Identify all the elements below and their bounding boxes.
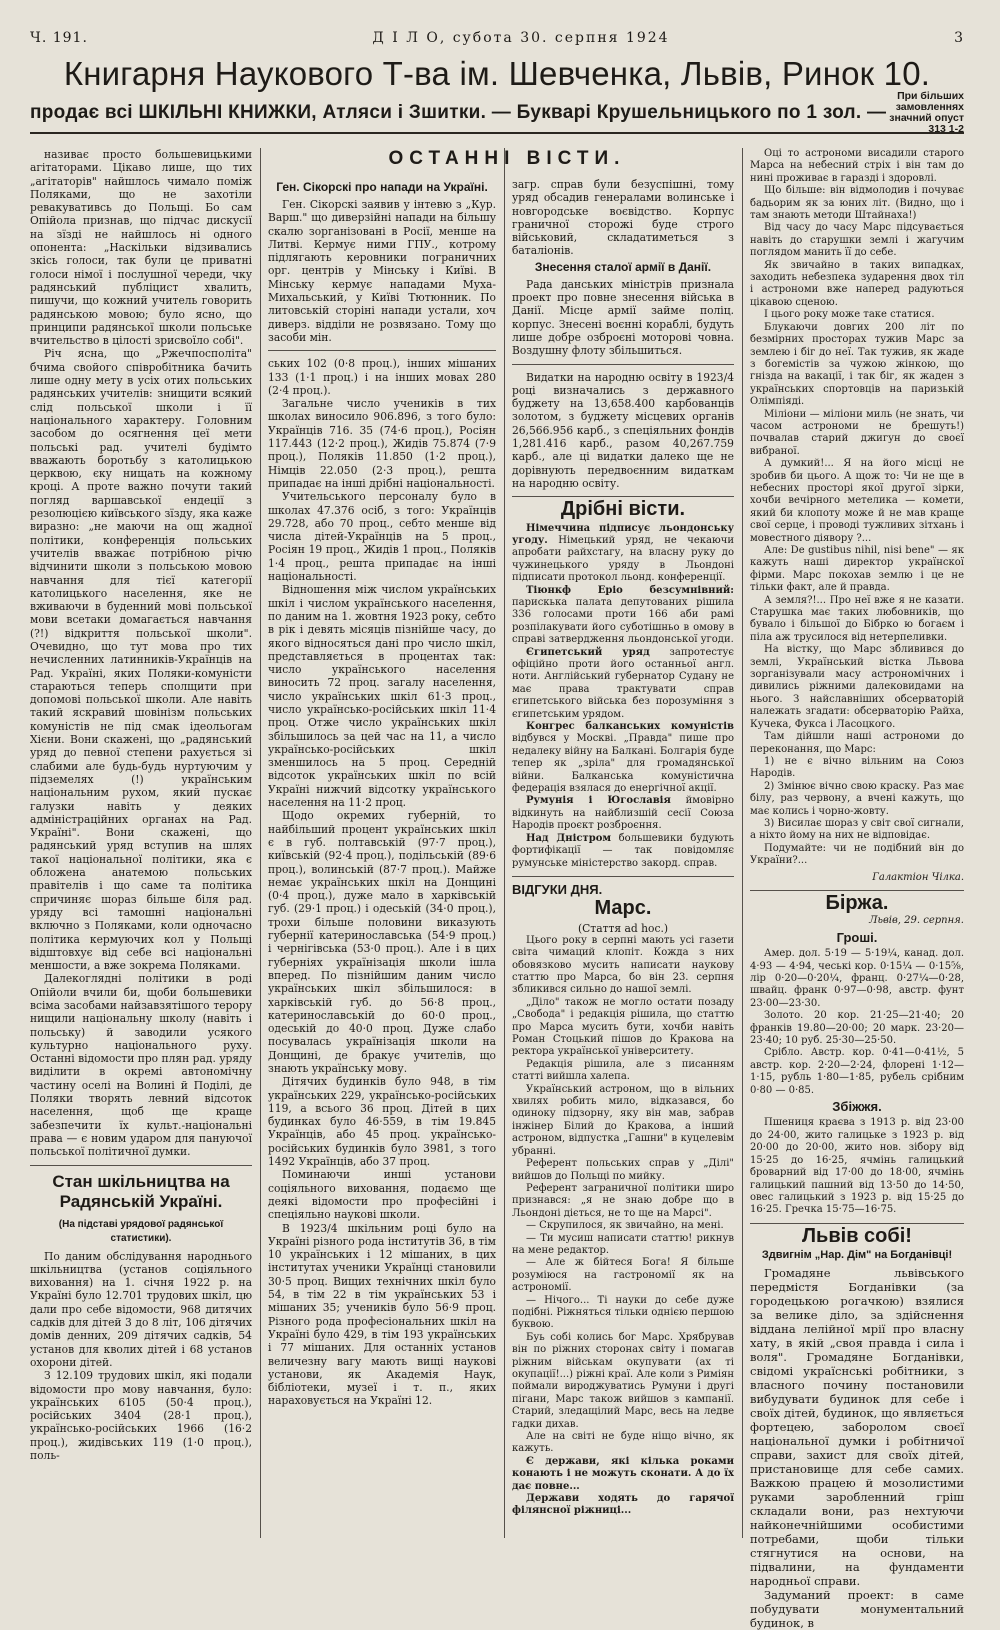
article-text: Що більше: він відмолодив і почуває бадьорим як за юних літ. (Видно, що і там знають методи Штайнаха!): [750, 185, 964, 222]
column-rule: [260, 148, 261, 1538]
article-text: Редакція рішила, але з писанням статті вийшла халепа.: [512, 1058, 734, 1083]
column-4: [750, 148, 964, 1630]
article-text: 2) Змінює вічно свою краску. Раз має білу, раз червону, а вчені кажуть, що має колись і чорно-жовту.: [750, 780, 964, 817]
article-text: Відношення між числом українських шкіл і числом українського населення, по даним на 1. жовтня 1923 року, себто в рік і девять місяців пізнійше часу, до якого відносяться дані про число шкіл, представляється в процентах так: число українського населення виносить 72 проц. загалу населення, число українських шкіл 61·3 проц., число українсько-російських шкіл 11·4 проц. Отже число українських шкіл збільшилось за цей час на 11, а число українсько-російських шкіл зменшилось на 5 проц. Середній відсоток українських шкіл по всій Україні нижчий відсотку українського населення на 11·2 проц.: [268, 583, 496, 810]
article-text: Далекоглядні політики в роді Опійоли вчили би, щоби большевики всіма засобами найзавзятішого терору нищили національну школу (навіть і польську) й заводили усякого культурно національного руху. Останні відомости про плян рад. уряду виділити в окремі автономічну частину оселі на Волині й Поділі, де Поляки творять левний відсоток населення, щоб ще краще забезпечити їх культ.-національні права — є новим ударом для пануючої польської політичної думки.: [30, 972, 253, 1159]
article-subheadline: (На підставі урядової радянської статистики).: [58, 1218, 224, 1244]
article-text: Але на світі не буде ніщо вічно, як кажуть.: [512, 1431, 734, 1455]
article-text: Ген. Сікорскі заявив у інтевю з „Кур. Варш." що диверзійні напади на більшу скалю зорганізовані в Росії, менше на Литві. Кермує ними ГПУ., котрому підлягають керовники пограничних орг. центрів у Мінську і Київі. В Мінську кермує нападами Муха-Михальський, у Київі Тютюнник. По литовській сторіні напади устали, хоч диверз. відділи не розвязано. Тому що засоби мін.: [268, 198, 496, 344]
dateline: Львів, 29. серпня.: [869, 915, 964, 927]
divider: [268, 350, 496, 351]
issue-number: Ч. 191.: [30, 30, 88, 46]
column-3: [512, 148, 734, 1538]
article-text: — Скрупилося, як звичайно, на мені.: [526, 1220, 724, 1232]
brief-text: большевики будують фортифікації — так повідомляє румунське міністерство закорд. справ.: [512, 832, 735, 869]
article-text: Є держави, які кілька роками конають і не можуть сконати. А до їх дає повне...: [512, 1455, 734, 1492]
article-text: І цього року може таке статися.: [764, 309, 935, 321]
article-text: А думкий!... Я на його місці не зробив би цього. А щож то: Чи не ще в небесних просторі якої другої зірки, хочби вечірного метелика — комети, який би клопоту може й не мав краще свої серце, і проводі тужливих зітхань і мовестного діявору ?...: [750, 458, 964, 544]
article-text: ських 102 (0·8 проц.), інших мішаних 133 (1·1 проц.) і на інших мовах 280 (2·4 проц.).: [268, 357, 496, 397]
article-text: Учительського персоналу було в школах 47.376 осіб, з того: Українців 29.728, або 70 проц., себто менше від числа дітей-Українців на 5 проц., Росіян 19 проц., Жидів 1 проц., Поляків 1·4 проц., решта припадає на інші національності.: [268, 490, 496, 584]
brief-title: Єгипетський уряд: [526, 646, 650, 658]
article-headline: Марс.: [594, 897, 652, 920]
article-text: Цього року в серпні мають усі газети світа чимаций клопіт. Кожда з них обовязково мусить написати наукову статтю про Марса, бо він 23. серпня збликився сильно до нашої землі.: [512, 934, 734, 996]
article-text: В 1923/4 шкільним році було на Україні різного рода інститутів 36, в тім 10 українських і 12 мішаних, в цих інститутах ученики Українці становили 30·5 проц. Вищих технічних шкіл було 54, в тім 22 в тім українських 53 і мішаних 35; учеників було 56·9 проц. Різного рода професіональних шкіл на Україні було 429, в тім 193 українських і 77 мішаних. Для останніх установ величезну вагу мають вищі наукові установи, як Академія Наук, бібліотеки, музеї і т. п., яких нараховується на Україні 12.: [268, 1221, 496, 1408]
article-text: Там дійшли наші астрономи до переконання, що Марс:: [750, 731, 964, 755]
article-text: Поминаючи инші установи соціяльного виховання, подаємо ще деякі відомости про професійні і спеціяльно наукові школи.: [268, 1168, 496, 1222]
article-text: Подумайте: чи не подібний він до України?...: [750, 842, 964, 867]
divider: [750, 1223, 964, 1224]
author-signature: Галактіон Чілка.: [872, 871, 964, 883]
article-text: Від часу до часу Марс підсувається навіть до старушки землі і жагучим поглядом манить її до себе.: [750, 222, 964, 259]
article-text: По даним обслідування народнього шкільництва (установ соціяльного виховання) на 1. січня 1922 р. на Україні було 12.701 трудових шкіл, цю дали про себе відомости, 968 дитячих садків для дітей 3 до 8 літ, 106 дітячих домів денних, 209 дітячих садків, 54 установ для кволих дітей і 68 установ охорони дітей.: [30, 1249, 252, 1369]
brief-title: Конгрес балканських комуністів: [526, 721, 734, 733]
market-text: Срібло. Австр. кор. 0·41—0·41½, 5 австр. кор. 2·20—2·24, флорені 1·12—1·15, рубль 1·80—1·85, рубель срібним 0·80 — 0·85.: [750, 1047, 964, 1096]
article-text: Референт заграничної політики широ признався: „я не знаю добре що в Льондоні діється, не то ще на Марсі".: [512, 1182, 734, 1219]
article-text: Блукаючи довгих 200 літ по безмірних просторах тужив Марс за землею і біг до неї. Так тужив, як жаде з богемістів за чужою жінкою, що гнізда на вакації, і так біг, як жаден з українських спортовців на паризькій Олімпіяді.: [750, 321, 964, 408]
article-text: А земля?!... Про неї вже я не казати. Старушка має таких любовників, що бувало і більшої до Бібрко ю богаєм і піла аж трусилося від нетерпеливки.: [750, 594, 964, 643]
section-headline: ОСТАННІ ВІСТИ.: [388, 148, 626, 169]
article-text: З 12.109 трудових шкіл, які подали відомости про мову навчання, було: українських 6105 (50·4 проц.), російських 3404 (28·1 проц.), українсько-російських 1966 (16·2 проц.), жидівських 119 (1·0 проц.), поль-: [30, 1369, 252, 1463]
article-text: Міліони — міліони миль (не знать, чи часом астрономи не брешуть!) почвалав старий джигун до своєї вибраної.: [750, 408, 964, 457]
article-text: Оці то астрономи висадили старого Марса на небесний стріх і він там до нині проживає в гаразді і здоровлі.: [750, 148, 964, 184]
article-headline: Львів собі!: [802, 1224, 912, 1247]
brief-title: Румунія і Югославія: [526, 795, 671, 807]
article-subheadline: Здвигнім „Нар. Дім" на Богданівці!: [761, 1249, 953, 1262]
article-text: називає просто большевицькими агітаторами. Цікаво лише, що тих „агітаторів" найшлось чимало поміж Поляками, що не захотіли ревакувативсь до Польщі. Бо сам Опійола признав, що підчас дискусії на зїзді не найшлось ні одного опонента: „Наскільки відзивались зкісь голоси, так були це приватні голоси німої і послушної череди, чку радянський публіцист хвалить, пишучи, що кожний учитель говорить радянською мовою; було ясно, що принципи радянської школи польське вчительство в цілості зрисвоїло собі".: [30, 148, 252, 348]
banner-subtitle-row: [30, 90, 964, 135]
news-headline: Ген. Сікорскі про напади на Україні.: [276, 180, 488, 194]
divider: [512, 876, 734, 877]
article-headline: Стан шкільництва на Радянській Україні.: [52, 1171, 230, 1211]
article-text: Український астроном, що в вільних хвилях робить мило, відказався, бо одиноку підзорну, яку він мав, забрав інжінер Білий до Кракова, а інший астроном, відпустка „Гашни" в куцелевім убранні.: [512, 1083, 734, 1157]
market-text: Амер. дол. 5·19 — 5·19¼, канад. дол. 4·93 — 4·94, чеські кор. 0·15¼ — 0·15⅝, лір 0·20—0·20¼, франц. 0·27¼—0·28, швайц. франк 0·97—0·98, австр. фунт 23·00—23·30.: [750, 948, 964, 1009]
article-text: 1) не є вічно вільним на Союз Народів.: [750, 755, 964, 780]
brief-title: Тіюнкф Еріо безсумнівний:: [526, 584, 734, 596]
column-rule: [504, 148, 505, 1538]
article-text: Як звичайно в таких випадках, заходить небезпека зударення двох тіл і астрономи вже наперед радуються цікавою сценою.: [750, 259, 964, 308]
article-text: Рада данських міністрів признала проект про повне знесення війська в Данії. Місце армії займе поліц. корпус. Знесені воєнні кораблі, будуть лише добре озброєні моторові човна. Воздушну флоту збільшиться.: [512, 277, 734, 358]
column-1: [30, 148, 252, 1538]
brief-text: запротестує офіційно проти його останньої англ. ноти. Англійський губернатор Судану не має права трактувати справ єгипетського війська без порозуміння з єгипетським урядом.: [512, 646, 734, 720]
section-headline: Біржа.: [825, 891, 889, 914]
article-text: Референт польських справ у „Ділі" вийшов до Польщі по мийку.: [512, 1158, 734, 1182]
article-text: Держави ходять до гарячої філянсної ріжниці...: [512, 1493, 734, 1517]
header-rule: [30, 132, 964, 134]
banner-subtitle: продає всі ШКІЛЬНІ КНИЖКИ, Атляси і Зшитки. — Букварі Крушельницького по 1 зол. —: [30, 102, 887, 123]
masthead-date: Д І Л О, субота 30. серпня 1924: [372, 30, 670, 46]
article-text: Дітячих будинків було 948, в тім українських 229, українсько-російських 119, а всього 36 проц. Дітей в цих будинках було 46·559, в тім 19.845 Українців, або 45 проц. українсько-російських будинків було 3981, з того 1492 Українців, або 37 проц.: [268, 1075, 496, 1169]
banner-title: Книгарня Наукового Т-ва ім. Шевченка, Львів, Ринок 10.: [63, 55, 931, 92]
article-text: Щодо окремих губерній, то найбільший процент українських шкіл є в губ. полтавській (97·7 проц.), київській (92·4 проц.), подільській (89·6 проц.), волинській (87·7 проц.). Майже немає українських шкіл на Донщині (0·4 проц.), дуже мало в харківській губ. (29·1 проц.) і одеській (34·0 проц.), трохи більше половини виказують губернії катеринославська (54·9 проц.) і чернігівська (53·0 проц.). Але і в цих губерніях українізація школи ішла вперед. По пізнійшим даним число українських шкіл збільшилося: в харківській губ. до 56·8 проц., катеринославській до 60·0 проц., одеській до 40·0 проц. Дуже слабо посувалась українізація школи на Донщині, де бракує учителів, що знають українську мову.: [268, 809, 496, 1075]
brief-title: Німеччина підписує льондонську угоду.: [512, 522, 734, 546]
article-text: Річ ясна, що „Ржечпосполіта" бчима свойого співробітника бачить лише одну мету в усіх отих польських радянських учителів: знищити всякий слід польської школи і її національного характеру. Головним засобом до осягнення цеї мети польські рад. учителі будімто вважають боротьбу з католицькою церквою, єку нищать на кожному кроці. А проте важно почути такий погляд варшавської ендеції з резолюцією київського зїзду, яка каже виразно: „не маючи на ощ жадної політики, конференція польських учителів вважає потрібною річю відчинити школи з польською мовою навчання для тієї категорії католицького населення, яке не вживаючи в буденний мові польської мови всетаки домагається навчання (?!) відкриття польської школи". Очевидно, що тут мова про тих нечисленних латинників-Українців на Рад. Україні, яких Поляки-комуністи стараються теперь сполщити при допомові польської школи. Але навіть такий яскравий шовінізм польських комуністів не під смак ідеольогам Хієни. Вони скажені, що „радянський уряд до певної степени рахується зі слабими але будь-будь нуртуючим у підземелях (!) українським національним рухом, який пускає галузки навіть у деяких адміністраційних органах на Рад. Україні". Вони скажені, що радянський уряд вступив на шлях такої національної політики, яка є обложена анатемою польських правітелів і що саме та політика спричиняє шораз більше біля рад. уряду всі тамошні національні включно з Поляками, коли одночасно політика кермуючих кол у Польщі відштовхує від себе всі національні меншости, а вже зокрема Поляками.: [30, 347, 252, 973]
brief-text: ймовірно відкинуть на найблизшій сесії Союза Народів проєкт розброєння.: [512, 795, 735, 832]
subsection-headline: Гроші.: [836, 929, 878, 945]
section-headline: Дрібні вісти.: [560, 498, 686, 521]
market-text: Золото. 20 кор. 21·25—21·40; 20 франків 19.80—20·00; 20 марк. 23·20—23·40; 10 руб. 25·30—25·50.: [750, 1010, 964, 1047]
article-text: Але: De gustibus nihil, nisi bene" — як кажуть наші директор українскої фірми. Марс покохав землю і це не тільки факт, але й правда.: [750, 545, 964, 594]
article-text: 3) Висилає шораз у світ свої сигнали, а ніхто йому на них не відповідає.: [750, 817, 964, 842]
article-text: Загальне число учеників в тих школах виносило 906.896, з того було: Українців 716. 35 (74·6 проц.), Росіян 117.443 (12·2 проц.), Жидів 75.874 (7·9 проц.), Поляків 11.850 (1·2 проц.), Німців 22.050 (2·3 проц.), решта припадає на інші дрібні національності.: [268, 397, 496, 490]
brief-title: Над Дністром: [526, 832, 612, 844]
article-text: „Діло" також не могло остати позаду „Свобода" і редакція рішила, що статтю про Марса мусить бути, хочби навіть Роман Стоцький пішов до Кракова на ректора української університету.: [512, 996, 734, 1058]
subsection-headline: Збіжжя.: [832, 1099, 882, 1115]
article-text: Громадяне львівського передмістя Богданівки (за городецькою рогачкою) взялися за велике діло, за здійснення віддана лелійної мрії про власну хату, в якій „своя правда і сила і воля". Громадяне Богданівки, свідомі україснські робітники, з власного почину постановили вибудувати будинок для себе і своїх дітей, будинок, що являється фортецею, заборолом своєї національної думки і робітничої справи, захист для своїх дітей, пристановище для себе самих. Важкою працею й мозолистими руками заробленний гріш складали вони, раз нехтуючи найконечнійшими особистими потребами, щоби тільки стягнутися на основи, на підвалини, на фундаменти народньої справи.: [750, 1266, 964, 1589]
article-text: Видатки на народню освіту в 1923/4 році визначались з державного буджету на 13,658.400 карбованців золотом, з буджету місцевих органів 26,566.956 карб., з спеціяльних фондів 1,281.416 карб., разом 40,267.759 карб., але ці видатки далеко ще не дорівнують передвоєнним видаткам на народню освіту.: [512, 370, 734, 490]
article-text: Задуманий проект: в саме побудувати монументальний будинок, в: [750, 1588, 964, 1630]
article-subheadline: (Стаття ad hoc.): [577, 921, 669, 935]
brief-text: Німецький уряд, не чекаючи апробати райхстагу, на власну руку до чужинецького уряду в Льондоні підписати протокол льонд. конференції.: [512, 534, 734, 584]
masthead: [30, 30, 964, 52]
page-number: 3: [954, 30, 964, 46]
divider: [30, 1165, 252, 1166]
brief-text: парискька палата депутованих рішила 336 голосами проти 166 аби рамі розпілакувати його суботішньо в омову в справі затвердження льондонської угоди.: [512, 596, 734, 646]
article-text: — Але ж бійтеся Бога! Я більше розуміюся на гастрономії як на астрономії.: [512, 1257, 734, 1294]
columns: [30, 148, 964, 1630]
brief-text: відбувся у Москві. „Правда" пише про недалеку війну на Балкані. Болгарія буде тепер як „зріла" для громадянської війни. Балканська комуністична федерація взялася до енергічної акції.: [512, 733, 734, 795]
divider: [750, 890, 964, 891]
column-rule: [742, 148, 743, 1538]
article-text: На вістку, що Марс збливився до землі, Український вістка Львова зорганізували масу астрономічних і дивились ріжними далековидами на нього. З найславніших обсерваторій належать згадати: обсерваторію Райха, Кучека, Фукса і Ласоцкого.: [750, 644, 964, 730]
article-text: — Ти мусиш написати статтю! рикнув на мене редактор.: [512, 1232, 734, 1256]
article-text: — Нічого... Ті науки до себе дуже подібні. Ріжняться тільки однією першою буквою.: [512, 1294, 734, 1331]
article-text: загр. справ були безуспішні, тому уряд обсадив генералами волинське і новгородське воєвідство. Корпус граничної сторожі буде строго військовий, складатиметься з баталіонів.: [512, 178, 734, 258]
divider: [512, 364, 734, 365]
banner-note: При більших замовленнях значний опуст 313 1-2: [889, 90, 964, 135]
news-headline: Знесення сталої армії в Данії.: [534, 259, 712, 274]
divider: [512, 496, 734, 497]
market-text: Пшениця краєва з 1913 р. від 23·00 до 24·00, жито галицьке з 1923 р. від 20·00 до 20·00, жито нов. зібору від 15·25 до 16·25, ячмінь галицький броварний від 17·00 до 18·00, ячмінь галицький пашний від 13·50 до 14·50, овес галицький з 1923 р. від 15·25 до 16·25. Гречка 15·75—16·75.: [750, 1117, 964, 1216]
article-text: Буь собі колись бог Марс. Хрябрував він по ріжних сторонах світу і помагав ріжним військам окупувати (ах ті окупації!...) ріжні краї. Але коли з Риміян поймали вироджуватись Румуни і другі пігани, Марс також вийшов з кампанії. Старий, зледащілий Марс, весь на ледве гадки дихав.: [512, 1331, 734, 1430]
section-headline: ВІДГУКИ ДНЯ.: [512, 881, 603, 897]
